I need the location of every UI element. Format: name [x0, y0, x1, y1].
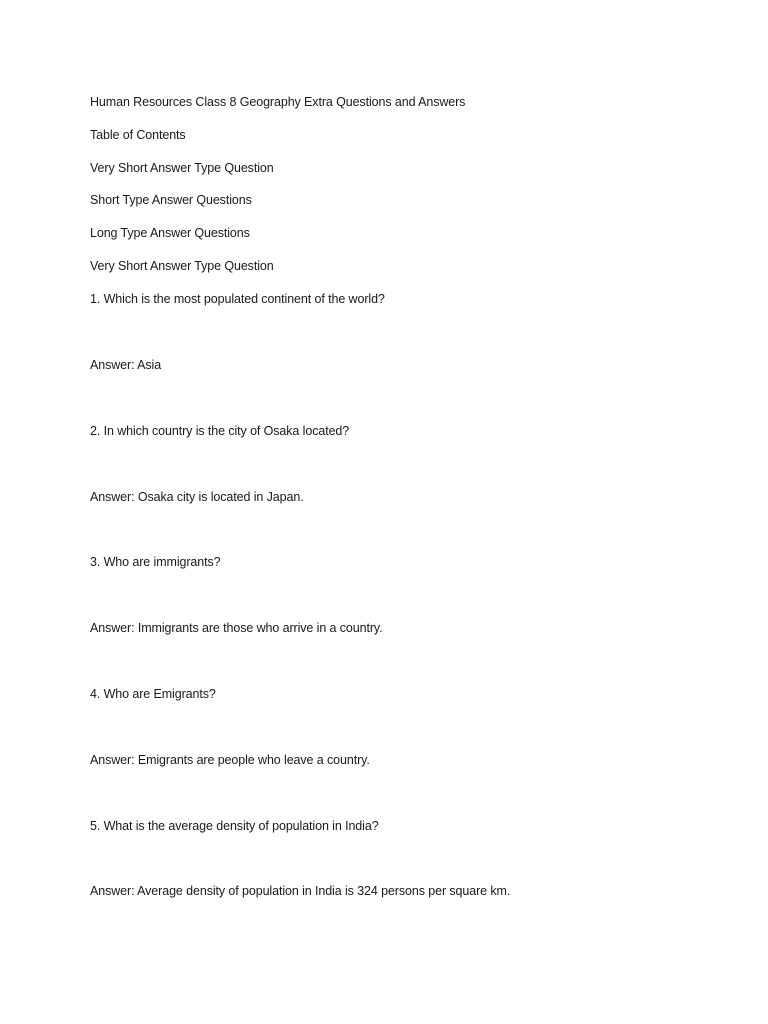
answer-4: Answer: Emigrants are people who leave a country. — [90, 753, 370, 767]
question-2: 2. In which country is the city of Osaka located? — [90, 424, 350, 438]
toc-item-short[interactable]: Short Type Answer Questions — [90, 193, 252, 207]
question-1: 1. Which is the most populated continent of the world? — [90, 292, 385, 306]
answer-3: Answer: Immigrants are those who arrive in a country. — [90, 621, 383, 635]
document-title: Human Resources Class 8 Geography Extra Questions and Answers — [90, 95, 466, 109]
toc-item-very-short[interactable]: Very Short Answer Type Question — [90, 161, 274, 175]
toc-item-long[interactable]: Long Type Answer Questions — [90, 226, 250, 240]
question-5: 5. What is the average density of population in India? — [90, 819, 379, 833]
question-4: 4. Who are Emigrants? — [90, 687, 216, 701]
toc-heading: Table of Contents — [90, 128, 186, 142]
answer-1: Answer: Asia — [90, 358, 162, 372]
question-3: 3. Who are immigrants? — [90, 555, 221, 569]
answer-5: Answer: Average density of population in India is 324 persons per square km. — [90, 884, 511, 898]
answer-2: Answer: Osaka city is located in Japan. — [90, 490, 304, 504]
section-heading: Very Short Answer Type Question — [90, 259, 274, 273]
